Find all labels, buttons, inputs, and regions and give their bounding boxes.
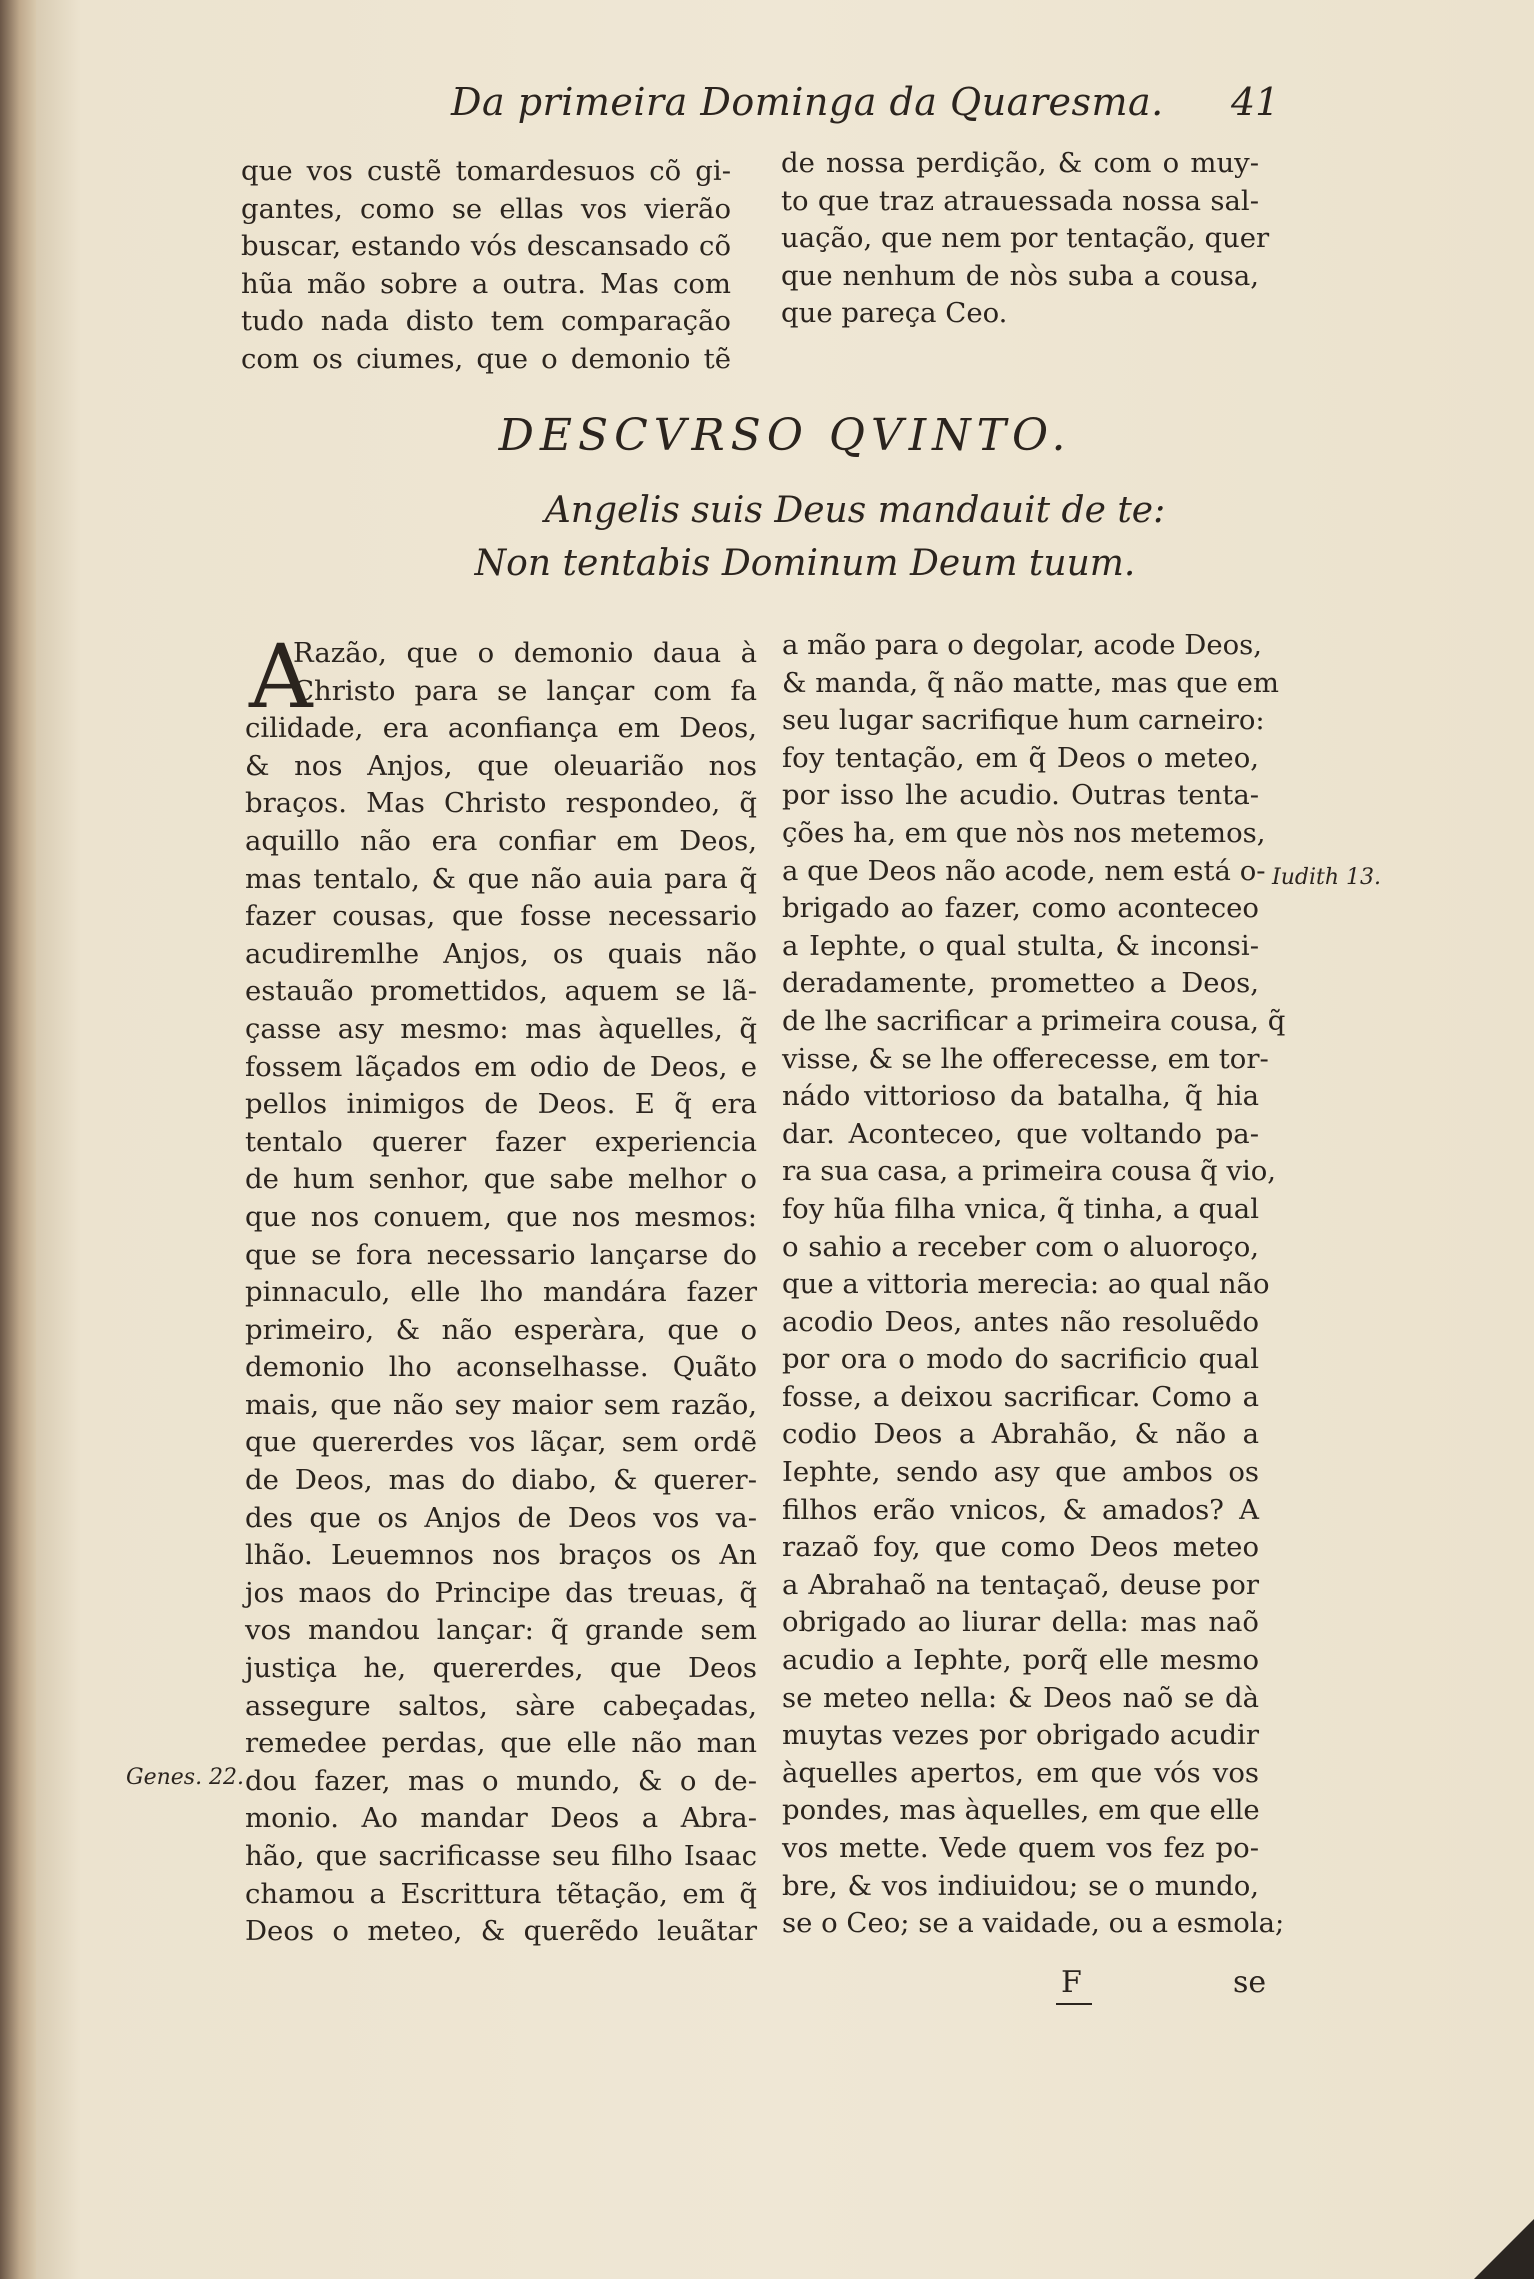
text-line: a Abrahaõ na tentaçaõ, deuse por — [782, 1568, 1259, 1601]
text-line: pellos inimigos de Deos. E q̃ era — [245, 1088, 757, 1121]
text-line: muytas vezes por obrigado acudir — [782, 1719, 1259, 1752]
text-line: Christo para se lançar com fa — [293, 674, 757, 707]
text-line: obrigado ao liurar della: mas naõ — [782, 1606, 1259, 1639]
text-line: Razão, que o demonio daua à — [293, 637, 757, 669]
text-line: & manda, q̃ não matte, mas que em — [782, 666, 1279, 699]
text-line: hão, que sacrificasse seu filho Isaac — [245, 1840, 757, 1872]
text-line: uação, que nem por tentação, quer — [781, 222, 1270, 255]
text-line: por isso lhe acudio. Outras tenta- — [782, 779, 1259, 812]
text-line: çasse asy mesmo: mas àquelles, q̃ — [245, 1012, 757, 1045]
text-line: que se fora necessario lançarse do — [245, 1238, 757, 1271]
text-line: que a vittoria merecia: ao qual não — [782, 1268, 1270, 1301]
text-line: que vos custẽ tomardesuos cõ gi- — [241, 155, 731, 187]
text-line: tudo nada disto tem comparação — [241, 305, 731, 338]
text-line: dar. Aconteceo, que voltando pa- — [782, 1117, 1259, 1150]
text-line: brigado ao fazer, como aconteceo — [782, 892, 1259, 925]
text-line: de lhe sacrificar a primeira cousa, q̃ — [782, 1004, 1286, 1037]
text-line: acudio a Iephte, porq̃ elle mesmo — [782, 1644, 1259, 1677]
text-line: foy hũa filha vnica, q̃ tinha, a qual — [782, 1192, 1259, 1225]
running-title: Da primeira Dominga da Quaresma. — [451, 80, 1164, 124]
text-line: fossem lãçados em odio de Deos, e — [245, 1050, 757, 1083]
top-left-column — [241, 153, 731, 379]
text-line: chamou a Escrittura tẽtação, em q̃ — [245, 1877, 757, 1910]
epigraph-line-2: Non tentabis Dominum Deum tuum. — [474, 543, 1136, 584]
text-line: acudiremlhe Anjos, os quais não — [245, 937, 757, 970]
top-right-column — [781, 145, 1270, 333]
main-left-column — [245, 625, 757, 1951]
text-line: seu lugar sacrifique hum carneiro: — [782, 704, 1265, 737]
text-line: primeiro, & não esperàra, que o — [245, 1313, 757, 1346]
drop-cap: A — [249, 625, 313, 728]
text-line: com os ciumes, que o demonio tẽ — [241, 342, 731, 375]
text-line: remedee perdas, que elle não man — [245, 1727, 757, 1760]
section-heading: DESCVRSO QVINTO. — [498, 410, 1072, 461]
margin-note-iudith: Iudith 13. — [1272, 865, 1381, 890]
text-line: bre, & vos indiuidou; se o mundo, — [782, 1869, 1259, 1902]
signature-mark: F — [1061, 1965, 1082, 2000]
text-line: que quererdes vos lãçar, sem ordẽ — [245, 1426, 757, 1459]
text-line: a Iephte, o qual stulta, & inconsi- — [782, 929, 1259, 962]
page-header — [36, 80, 1534, 140]
text-line: vos mandou lançar: q̃ grande sem — [245, 1614, 757, 1647]
signature-underline — [1056, 2003, 1092, 2005]
text-line: fazer cousas, que fosse necessario — [245, 900, 757, 933]
text-line: de hum senhor, que sabe melhor o — [245, 1163, 757, 1196]
text-line: que pareça Ceo. — [781, 297, 1008, 330]
text-line: se o Ceo; se a vaidade, ou a esmola; — [782, 1907, 1285, 1940]
text-line: tentalo querer fazer experiencia — [245, 1125, 757, 1158]
text-line: se meteo nella: & Deos naõ se dà — [782, 1681, 1259, 1714]
text-line: assegure saltos, sàre cabeçadas, — [245, 1689, 757, 1722]
text-line: braços. Mas Christo respondeo, q̃ — [245, 787, 757, 820]
folio-number: 41 — [1231, 80, 1280, 124]
text-line: & nos Anjos, que oleuarião nos — [245, 749, 757, 782]
text-line: o sahio a receber com o aluoroço, — [782, 1230, 1259, 1263]
book-gutter — [0, 0, 36, 2279]
page-corner — [1474, 2219, 1534, 2279]
text-line: por ora o modo do sacrificio qual — [782, 1343, 1259, 1376]
text-line: ra sua casa, a primeira cousa q̃ vio, — [782, 1155, 1277, 1188]
text-line: demonio lho aconselhasse. Quãto — [245, 1351, 757, 1384]
text-line: que nenhum de nòs suba a cousa, — [781, 259, 1259, 292]
main-right-column — [782, 627, 1286, 1943]
text-line: razaõ foy, que como Deos meteo — [782, 1531, 1259, 1564]
text-line: mas tentalo, & que não auia para q̃ — [245, 862, 757, 895]
text-line: estauão promettidos, aquem se lã- — [245, 975, 757, 1008]
text-line: nádo vittorioso da batalha, q̃ hia — [782, 1080, 1259, 1113]
text-line: fosse, a deixou sacrificar. Como a — [782, 1380, 1259, 1413]
catchword: se — [1233, 1965, 1267, 2000]
text-line: acodio Deos, antes não resoluẽdo — [782, 1305, 1259, 1338]
epigraph-line-1: Angelis suis Deus mandauit de te: — [544, 490, 1166, 531]
text-line: que nos conuem, que nos mesmos: — [245, 1200, 757, 1233]
text-line: cilidade, era aconfiança em Deos, — [245, 712, 757, 745]
text-line: a que Deos não acode, nem está o- — [782, 854, 1266, 887]
text-line: buscar, estando vós descansado cõ — [241, 230, 731, 263]
text-line: de Deos, mas do diabo, & querer- — [245, 1464, 757, 1497]
text-line: monio. Ao mandar Deos a Abra- — [245, 1802, 757, 1835]
text-line: de nossa perdição, & com o muy- — [781, 147, 1259, 179]
margin-note-genesis: Genes. 22. — [126, 1765, 245, 1790]
book-page — [36, 0, 1534, 2279]
text-line: filhos erão vnicos, & amados? A — [782, 1493, 1259, 1526]
text-line: dou fazer, mas o mundo, & o de- — [245, 1764, 757, 1797]
text-line: des que os Anjos de Deos vos va- — [245, 1501, 757, 1534]
text-line: jos maos do Principe das treuas, q̃ — [245, 1576, 757, 1609]
text-line: gantes, como se ellas vos vierão — [241, 192, 731, 225]
text-line: pondes, mas àquelles, em que elle — [782, 1794, 1260, 1827]
text-line: hũa mão sobre a outra. Mas com — [241, 267, 731, 300]
text-line: mais, que não sey maior sem razão, — [245, 1388, 757, 1421]
text-line: àquelles apertos, em que vós vos — [782, 1756, 1259, 1789]
text-line: codio Deos a Abrahão, & não a — [782, 1418, 1259, 1451]
text-line: lhão. Leuemnos nos braços os An — [245, 1539, 757, 1572]
text-line: vos mette. Vede quem vos fez po- — [782, 1832, 1259, 1864]
text-line: Deos o meteo, & querẽdo leuãtar — [245, 1915, 757, 1948]
text-line: visse, & se lhe offerecesse, em tor- — [782, 1042, 1269, 1075]
text-line: to que traz atrauessada nossa sal- — [781, 184, 1259, 217]
text-line: aquillo não era confiar em Deos, — [245, 824, 757, 857]
text-line: deradamente, prometteo a Deos, — [782, 967, 1259, 1000]
text-line: pinnaculo, elle lho mandára fazer — [245, 1276, 757, 1309]
text-line: a mão para o degolar, acode Deos, — [782, 629, 1263, 661]
text-line: foy tentação, em q̃ Deos o meteo, — [782, 741, 1259, 774]
text-line: justiça he, quererdes, que Deos — [245, 1652, 757, 1685]
text-line: ções ha, em que nòs nos metemos, — [782, 816, 1266, 849]
text-line: Iephte, sendo asy que ambos os — [782, 1456, 1259, 1489]
